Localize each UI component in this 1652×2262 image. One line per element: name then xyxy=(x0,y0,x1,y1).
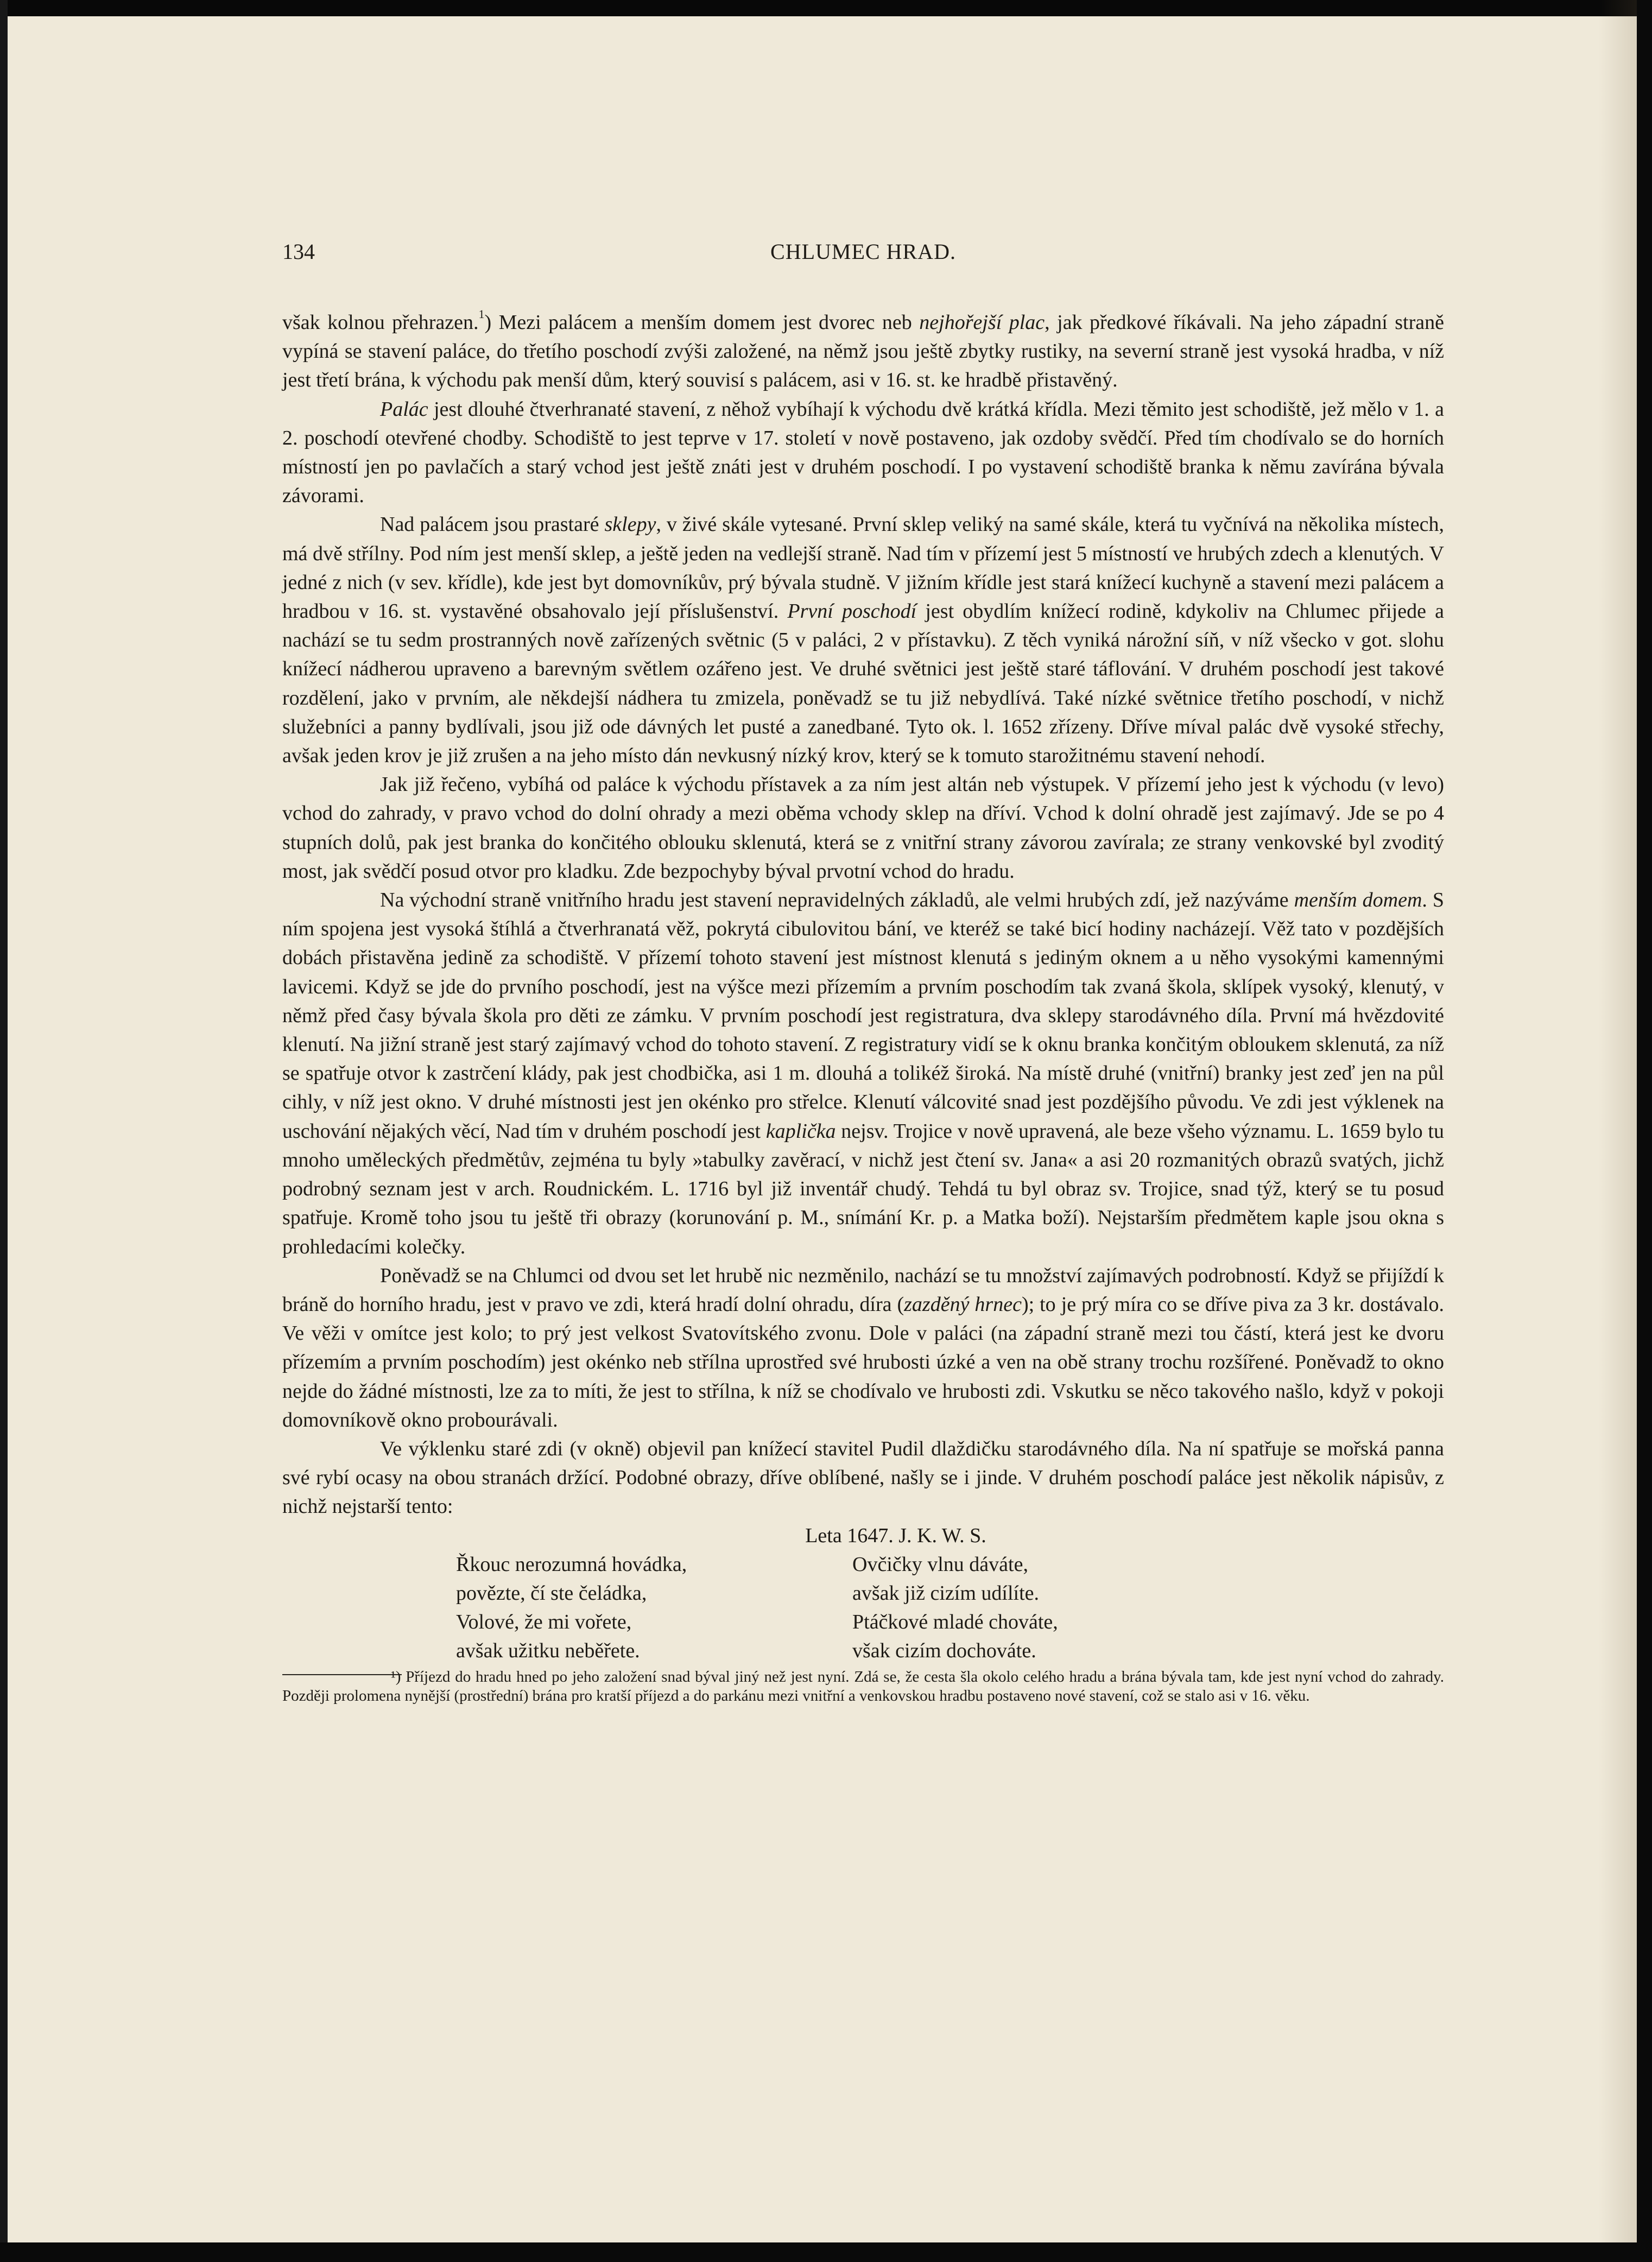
emphasized-term: nejhořejší plac xyxy=(919,311,1045,334)
poem-line: povězte, čí ste čeládka, xyxy=(456,1581,647,1605)
poem-right-column xyxy=(841,1550,1444,1665)
text-run: . S ním spojena jest vysoká štíhlá a čtverhranatá věž, pokrytá cibulovitou bání, ve kteréž se také bicí hodiny nacházejí. Věž tato v pozdějších dobách přistavěna jedině za schodiště. V přízemí tohoto stavení jest místnost klenutá s jediným oknem a u něho vysokými kamennými lavicemi. Když se jde do prvního poschodí, jest na výšce mezi přízemím a prvním poschodím tak zvaná škola, sklípek vysoký, klenutý, v němž před časy bývala škola pro děti ze zámku. V prvním poschodí jest registratura, dva sklepy starodávného díla. První má hvězdovité klenutí. Na jižní straně jest starý zajímavý vchod do tohoto stavení. Z registratury vidí se k oknu branka končitým obloukem sklenutá, za níž se spatřuje otvor k zastrčení klády, pak jest chodbička, asi 1 m. dlouhá a tolikéž široká. Na místě druhé (vnitřní) branky jest zeď jen na půl cihly, v níž jest okno. V druhé místnosti jest jen okénko pro střelce. Klenutí válcovité snad jest pozdějšího původu. Ve zdi jest výklenek na uschování nějakých věcí, Nad tím v druhém poschodí jest xyxy=(282,889,1444,1143)
book-page xyxy=(282,239,1444,1706)
poem-line: Řkouc nerozumná hovádka, xyxy=(456,1553,687,1576)
emphasized-term: menším domem xyxy=(1294,889,1422,912)
text-run: jest obydlím knížecí rodině, kdykoliv na Chlumec přijede a nachází se tu sedm prostranných nově zařízených světnic (5 v paláci, 2 v přístavku). Z těch vyniká nárožní síň, v níž všecko v got. slohu knížecí nádherou upraveno a barevným světlem ozářeno jest. Ve druhé světnici jest ještě staré táflování. V druhém poschodí jest takové rozdělení, jako v prvním, ale někdejší nádhera tu zmizela, poněvadž se tu již nebydlívá. Také nízké světnice třetího poschodí, v nichž služebníci a panny bydlívali, jsou již ode dávných let pusté a zanedbané. Tyto ok. l. 1652 zřízeny. Dříve míval palác dvě vysoké střechy, avšak jeden krov je již zrušen a na jeho místo dán nevkusný nízký krov, který se k tomuto starožitnému stavení nehodí. xyxy=(282,600,1444,768)
scan-border-bottom xyxy=(0,2242,1652,2262)
paragraph xyxy=(282,510,1444,770)
paragraph xyxy=(282,886,1444,1262)
poem-line: Ptáčkové mladé chováte, xyxy=(852,1610,1058,1633)
text-run: jest dlouhé čtverhranaté stavení, z něhož vybíhají k východu dvě krátká křídla. Mezi těmito jest schodiště, jež mělo v 1. a 2. poschodí otevřené chodby. Schodiště to jest teprve v 17. století v nově postaveno, jak ozdoby svědčí. Před tím chodívalo se do horních místností jen po pavlačích a starý vchod jest ještě znáti jest v druhém poschodí. I po vystavení schodiště branka k němu zavírána bývala závorami. xyxy=(282,397,1444,508)
poem-line: Volové, že mi vořete, xyxy=(456,1610,632,1633)
body-text xyxy=(282,308,1444,1522)
running-head xyxy=(282,239,1444,271)
emphasized-term: sklepy xyxy=(604,513,656,536)
emphasized-term: zazděný hrnec xyxy=(904,1292,1022,1316)
text-run: Na východní straně vnitřního hradu jest stavení nepravidelných základů, ale velmi hrubých zdí, jež nazýváme xyxy=(380,889,1294,912)
paragraph xyxy=(282,308,1444,395)
inscription-poem xyxy=(282,1550,1444,1665)
inscription-heading: Leta 1647. J. K. W. S. xyxy=(805,1524,986,1547)
footnote-marker: ¹) xyxy=(391,1668,401,1686)
page-number: 134 xyxy=(282,239,315,264)
footnote xyxy=(282,1668,1444,1706)
footnote-reference: 1 xyxy=(478,307,485,321)
poem-line: avšak již cizím udílíte. xyxy=(852,1581,1040,1605)
running-title: CHLUMEC HRAD. xyxy=(770,239,956,264)
poem-line: avšak užitku neběřete. xyxy=(456,1639,640,1662)
text-run: ) Mezi palácem a menším domem jest dvorec neb xyxy=(484,311,920,334)
text-run: ); to je prý míra co se dříve piva za 3 kr. dostávalo. Ve věži v omítce jest kolo; to prý jest velkost Svatovítského zvonu. Dole v paláci (na západní straně mezi tou částí, která jest ke dvoru přízemím a prvním poschodím) jest okénko neb střílna uprostřed své hrubosti úzké a ven na obě strany trochu rozšířené. Poněvadž to okno nejde do žádné místnosti, lze za to míti, že jest to střílna, k níž se chodívalo ve hrubosti zdi. Vskutku se něco takového našlo, když v pokoji domovníkově okno probourávali. xyxy=(282,1292,1444,1431)
text-run: nejsv. Trojice v nově upravená, ale beze všeho významu. L. 1659 bylo tu mnoho uměleckých předmětův, zejména tu byly »tabulky zavěrací, v nichž jest čtení sv. Jana« a asi 20 rozmanitých obrazů svatých, jichž podrobný seznam jest v arch. Roudnickém. L. 1716 byl již inventář chudý. Tehdá tu byl obraz sv. Trojice, snad týž, který se tu posud spatřuje. Kromě toho jsou tu ještě tři obrazy (korunování p. M., snímání Kr. p. a Matka boží). Nejstarším předmětem kaple jsou okna s prohledacími kolečky. xyxy=(282,1119,1444,1258)
emphasized-term: kaplička xyxy=(765,1119,836,1143)
text-run: Poněvadž se na Chlumci od dvou set let hrubě nic nezměnilo, nachází se tu množství zajímavých podrobností. Když se přijíždí k bráně do horního hradu, jest v pravo ve zdi, která hradí dolní ohradu, díra ( xyxy=(282,1264,1444,1316)
text-run: však kolnou přehrazen. xyxy=(282,311,479,334)
emphasized-term: Palác xyxy=(380,397,428,421)
paragraph xyxy=(282,1435,1444,1522)
paragraph xyxy=(282,1262,1444,1435)
scan-border-right xyxy=(1637,0,1652,2262)
scan-border-top xyxy=(0,0,1652,16)
text-run: Ve výklenku staré zdi (v okně) objevil pan knížecí stavitel Pudil dlaždičku starodávného díla. Na ní spatřuje se mořská panna své rybí ocasy na obou stranách držící. Podobné obrazy, dříve oblíbené, našly se i jinde. V druhém poschodí paláce jest několik nápisův, z nichž nejstarší tento: xyxy=(282,1437,1444,1518)
text-run: , v živé skále vytesané. První sklep veliký na samé skále, která tu vyčnívá na několika místech, má dvě střílny. Pod ním jest menší sklep, a ještě jeden na vedlejší straně. Nad tím v přízemí jest 5 místností ve hrubých zdech a klenutých. V jedné z nich (v sev. křídle), kde jest byt domovníkův, prý bývala studně. V jižním křídle jest stará knížecí kuchyně a stavení mezi palácem a hradbou v 16. st. vystavěné obsahovalo její příslušenství. xyxy=(282,513,1444,623)
text-run: Jak již řečeno, vybíhá od paláce k východu přístavek a za ním jest altán neb výstupek. V přízemí jeho jest k východu (v levo) vchod do zahrady, v pravo vchod do dolní ohrady a mezi oběma vchody sklep na dříví. Vchod k dolní ohradě jest zajímavý. Jde se po 4 stupních dolů, pak jest branka do končitého oblouku sklenutá, která se z vnitřní strany závorou zavírala; ze strany venkovské byl zvoditý most, jak svědčí posud otvor pro kladku. Zde bezpochyby býval prvotní vchod do hradu. xyxy=(282,773,1444,883)
poem-left-column xyxy=(282,1550,841,1665)
footnote-text: Příjezd do hradu hned po jeho založení snad býval jiný než jest nyní. Zdá se, že cesta šla okolo celého hradu a brána bývala tam, kde jest nyní vchod do zahrady. Později prolomena nynější (prostřední) brána pro kratší příjezd a do parkánu mezi vnitřní a venkovskou hradbu postaveno nové stavení, což se stalo asi v 16. věku. xyxy=(282,1668,1445,1705)
poem-line: však cizím dochováte. xyxy=(852,1639,1036,1662)
text-run: , jak předkové říkávali. Na jeho západní straně vypíná se stavení paláce, do třetího poschodí zvýši založené, na němž jsou ještě zbytky rustiky, na severní straně jest vysoká hradba, v níž jest třetí brána, k východu pak menší dům, který souvisí s palácem, asi v 16. st. ke hradbě přistavěný. xyxy=(282,311,1444,392)
paragraph xyxy=(282,395,1444,511)
text-run: Nad palácem jsou prastaré xyxy=(380,513,605,536)
page-edge-shadow xyxy=(1599,0,1637,2262)
poem-line: Ovčičky vlnu dáváte, xyxy=(852,1553,1028,1576)
scan-border-left xyxy=(0,0,8,2262)
emphasized-term: První poschodí xyxy=(787,600,917,623)
paragraph xyxy=(282,770,1444,886)
